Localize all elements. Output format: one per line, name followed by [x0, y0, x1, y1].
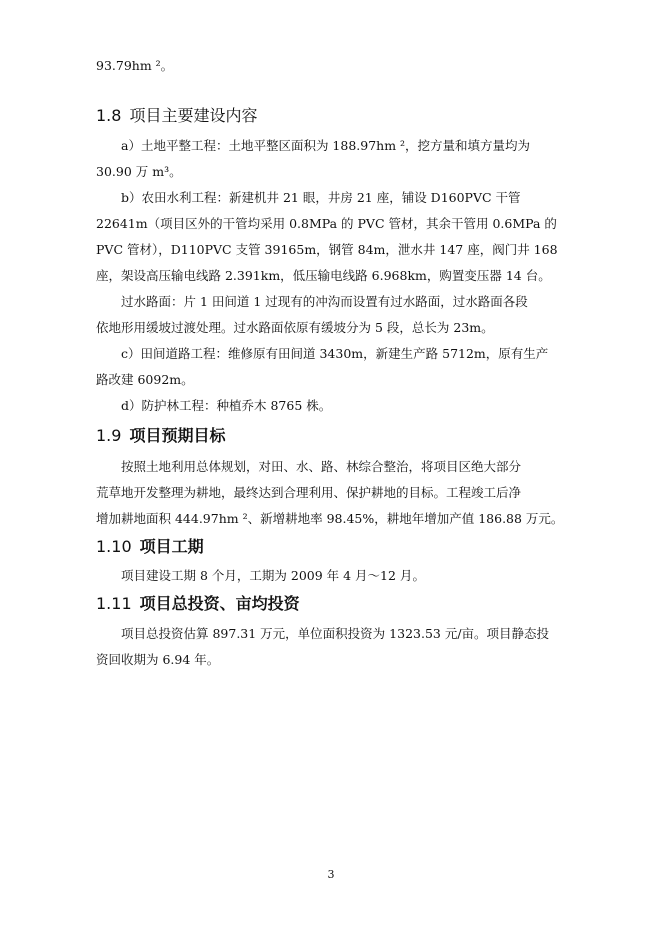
continuation-line: 93.79hm ²。 — [96, 58, 174, 73]
section-number: 1.8 — [96, 106, 122, 125]
paragraph-line: 22641m（项目区外的干管均采用 0.8MPa 的 PVC 管材，其余干管用 0.6MPa 的 — [96, 216, 557, 231]
section-number: 1.11 — [96, 594, 132, 613]
paragraph-line: 项目建设工期 8 个月，工期为 2009 年 4 月～12 月。 — [121, 568, 425, 583]
paragraph-line: 30.90 万 m³。 — [96, 164, 182, 179]
paragraph-line: b）农田水利工程：新建机井 21 眼，井房 21 座，铺设 D160PVC 干管 — [121, 190, 521, 205]
paragraph-line: PVC 管材），D110PVC 支管 39165m，钢管 84m，泄水井 147 座，阀门井 168 — [96, 242, 558, 257]
section-heading-1-9 — [96, 426, 225, 446]
paragraph-line: a）土地平整工程：土地平整区面积为 188.97hm ²，挖方量和填方量均为 — [121, 138, 531, 153]
page-number: 3 — [327, 868, 335, 881]
paragraph-line: 资回收期为 6.94 年。 — [96, 652, 220, 667]
paragraph-line: 座，架设高压输电线路 2.391km，低压输电线路 6.968km，购置变压器 14 台。 — [96, 268, 551, 283]
section-title: 项目工期 — [139, 537, 204, 556]
paragraph-line: 路改建 6092m。 — [96, 372, 194, 387]
paragraph-line: 按照土地利用总体规划，对田、水、路、林综合整治，将项目区绝大部分 — [121, 459, 522, 474]
paragraph-line: 依地形用缓坡过渡处理。过水路面依原有缓坡分为 5 段，总长为 23m。 — [96, 320, 494, 335]
section-number: 1.9 — [96, 426, 122, 445]
paragraph-line: 过水路面：片 1 田间道 1 过现有的冲沟而设置有过水路面，过水路面各段 — [121, 294, 528, 309]
section-heading-1-10 — [96, 537, 204, 557]
paragraph-line: 项目总投资估算 897.31 万元，单位面积投资为 1323.53 元/亩。项目静态投 — [121, 626, 550, 641]
section-heading-1-11 — [96, 594, 300, 614]
section-title: 项目主要建设内容 — [129, 106, 258, 125]
section-heading-1-8 — [96, 106, 257, 126]
section-title: 项目预期目标 — [129, 426, 226, 445]
section-title: 项目总投资、亩均投资 — [139, 594, 300, 613]
paragraph-line: d）防护林工程：种植乔木 8765 株。 — [121, 398, 332, 413]
section-number: 1.10 — [96, 537, 132, 556]
paragraph-line: 增加耕地面积 444.97hm ²、新增耕地率 98.45%，耕地年增加产值 186.88 万元。 — [96, 511, 564, 526]
paragraph-line: c）田间道路工程：维修原有田间道 3430m，新建生产路 5712m，原有生产 — [121, 346, 549, 361]
paragraph-line: 荒草地开发整理为耕地，最终达到合理利用、保护耕地的目标。工程竣工后净 — [96, 485, 522, 500]
